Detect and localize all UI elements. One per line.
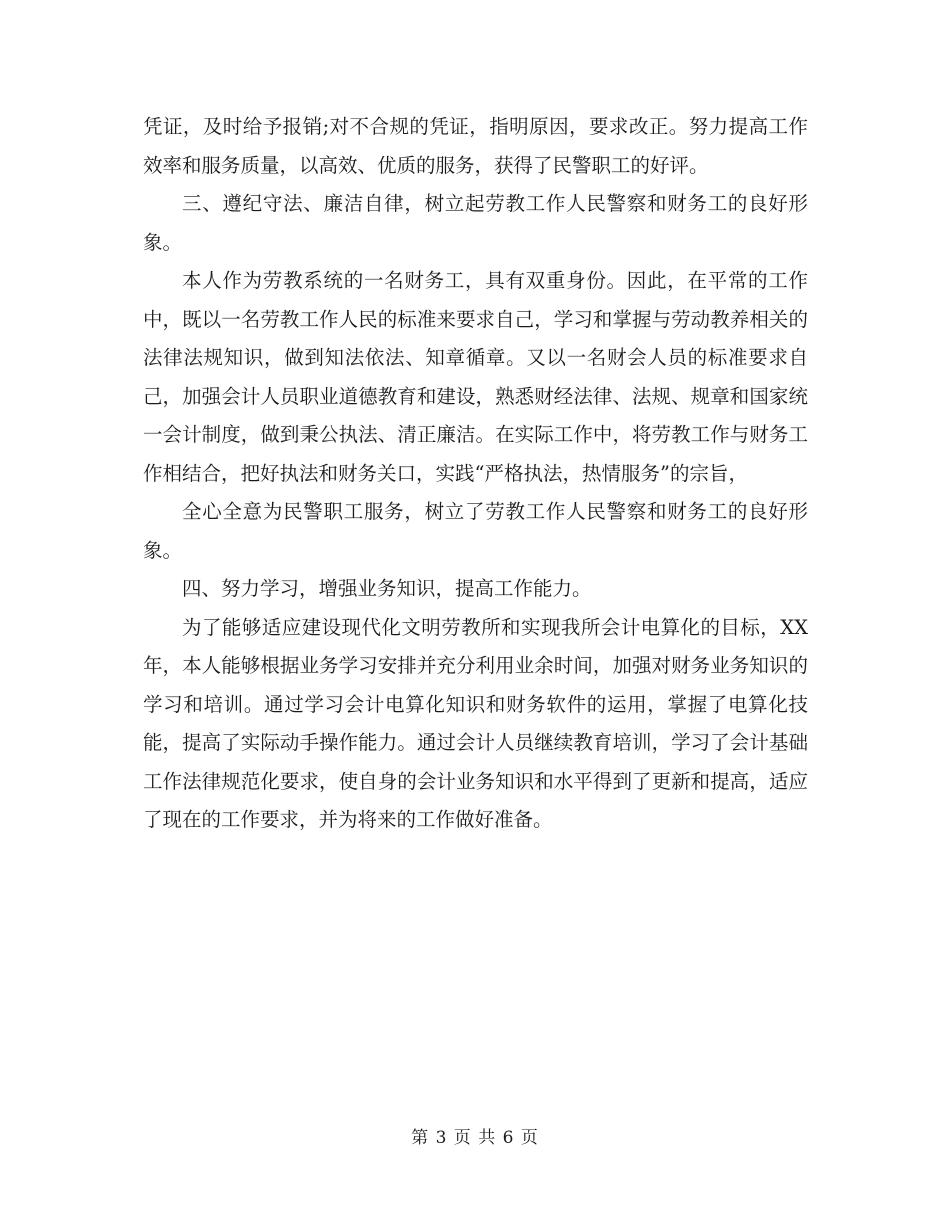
paragraph-3: 全心全意为民警职工服务，树立了劳教工作人民警察和财务工的良好形象。 bbox=[143, 500, 808, 562]
document-body bbox=[143, 108, 808, 840]
paragraph-1: 凭证，及时给予报销;对不合规的凭证，指明原因，要求改正。努力提高工作效率和服务质量，以高效、优质的服务，获得了民警职工的好评。 bbox=[143, 115, 808, 177]
page-number-footer: 第 3 页 共 6 页 bbox=[411, 1128, 539, 1148]
section-heading-3: 三、遵纪守法、廉洁自律，树立起劳教工作人民警察和财务工的良好形象。 bbox=[143, 192, 808, 254]
paragraph-2: 本人作为劳教系统的一名财务工，具有双重身份。因此，在平常的工作中，既以一名劳教工作人民的标准来要求自己，学习和掌握与劳动教养相关的法律法规知识，做到知法依法、知章循章。又以一名财会人员的标准要求自己，加强会计人员职业道德教育和建设，熟悉财经法律、法规、规章和国家统一会计制度，做到秉公执法、清正廉洁。在实际工作中，将劳教工作与财务工作相结合，把好执法和财务关口，实践“严格执法，热情服务”的宗旨， bbox=[143, 269, 808, 485]
paragraph-4: 为了能够适应建设现代化文明劳教所和实现我所会计电算化的目标，XX年，本人能够根据业务学习安排并充分利用业余时间，加强对财务业务知识的学习和培训。通过学习会计电算化知识和财务软件的运用，掌握了电算化技能，提高了实际动手操作能力。通过会计人员继续教育培训，学习了会计基础工作法律规范化要求，使自身的会计业务知识和水平得到了更新和提高，适应了现在的工作要求，并为将来的工作做好准备。 bbox=[143, 615, 808, 831]
section-heading-4: 四、努力学习，增强业务知识，提高工作能力。 bbox=[182, 577, 592, 600]
